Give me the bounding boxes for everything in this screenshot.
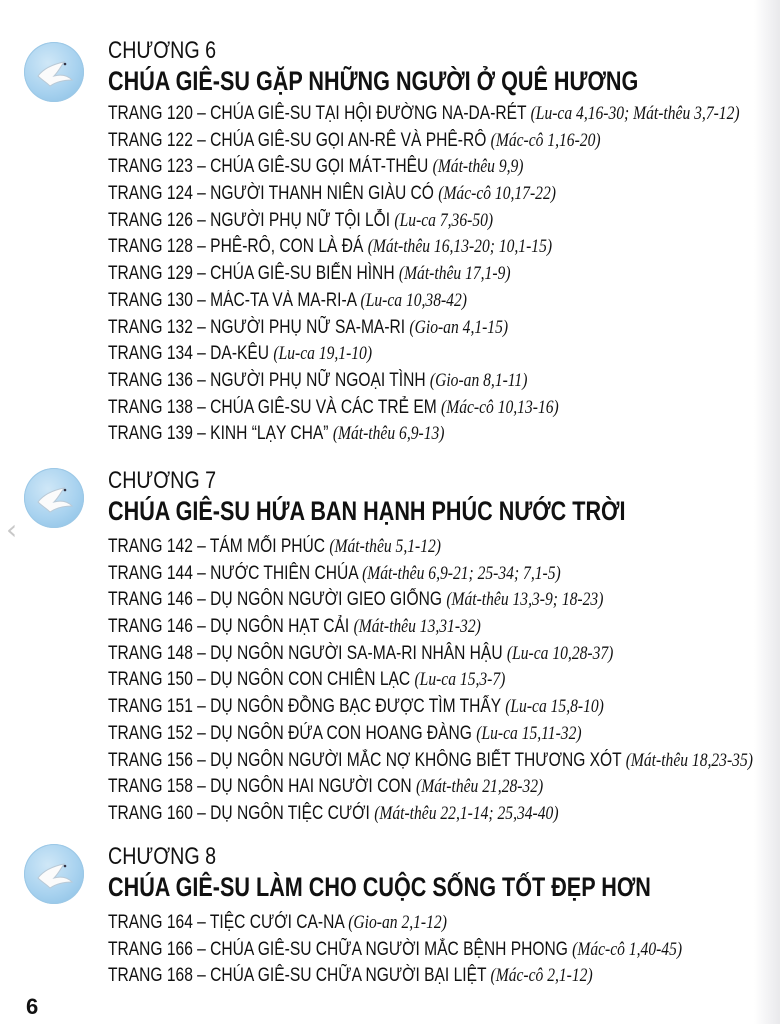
toc-entry[interactable] <box>108 534 753 561</box>
previous-page-icon[interactable]: ‹ <box>6 513 18 546</box>
toc-entry[interactable] <box>108 315 740 342</box>
entry-list <box>108 534 780 828</box>
dove-emblem-icon <box>24 844 84 904</box>
scripture-ref: (Lu-ca 15,8-10) <box>505 696 604 718</box>
entry-text: TRANG 132 – NGƯỜI PHỤ NỮ SA-MA-RI <box>108 316 406 338</box>
scripture-ref: (Mác-cô 10,13-16) <box>441 396 559 418</box>
toc-entry[interactable] <box>108 801 753 828</box>
toc-entry[interactable] <box>108 368 740 395</box>
toc-entry[interactable] <box>108 667 753 694</box>
chapter-title: CHÚA GIÊ-SU LÀM CHO CUỘC SỐNG TỐT ĐẸP HƠN <box>108 872 651 902</box>
entry-text: TRANG 156 – DỤ NGÔN NGƯỜI MẮC NỢ KHÔNG BIẾT THƯƠNG XÓT <box>108 749 622 771</box>
scripture-ref: (Lu-ca 10,28-37) <box>506 642 614 664</box>
entry-text: TRANG 150 – DỤ NGÔN CON CHIÊN LẠC <box>108 669 411 691</box>
page-number: 6 <box>26 994 39 1019</box>
scripture-ref: (Mát-thêu 13,31-32) <box>353 616 481 638</box>
entry-text: TRANG 158 – DỤ NGÔN HAI NGƯỜI CON <box>108 776 412 798</box>
toc-entry[interactable] <box>108 774 753 801</box>
scripture-ref: (Gio-an 2,1-12) <box>348 912 447 933</box>
scripture-ref: (Lu-ca 4,16-30; Mát-thêu 3,7-12) <box>530 103 740 124</box>
toc-entry[interactable] <box>108 341 740 368</box>
toc-entry[interactable] <box>108 963 682 990</box>
toc-entry[interactable] <box>108 748 753 775</box>
scripture-ref: (Mát-thêu 13,3-9; 18-23) <box>446 589 604 611</box>
scripture-ref: (Mác-cô 1,16-20) <box>490 129 601 151</box>
toc-entry[interactable] <box>108 421 740 448</box>
scripture-ref: (Gio-an 8,1-11) <box>429 369 528 391</box>
toc-entry[interactable] <box>108 288 740 315</box>
toc-entry[interactable] <box>108 614 753 641</box>
entry-text: TRANG 148 – DỤ NGÔN NGƯỜI SA-MA-RI NHÂN HẬU <box>108 642 503 664</box>
scripture-ref: (Gio-an 4,1-15) <box>409 316 509 338</box>
toc-entry[interactable] <box>108 641 753 668</box>
toc-entry[interactable] <box>108 721 753 748</box>
entry-text: TRANG 151 – DỤ NGÔN ĐỒNG BẠC ĐƯỢC TÌM THẤY <box>108 696 501 718</box>
scripture-ref: (Mát-thêu 16,13-20; 10,1-15) <box>367 236 553 258</box>
scripture-ref: (Mát-thêu 17,1-9) <box>398 263 511 285</box>
scripture-ref: (Mát-thêu 22,1-14; 25,34-40) <box>374 802 559 824</box>
scripture-ref: (Lu-ca 19,1-10) <box>273 343 373 365</box>
scripture-ref: (Mác-cô 1,40-45) <box>572 938 683 960</box>
entry-text: TRANG 142 – TÁM MỐI PHÚC <box>108 536 326 557</box>
entry-text: TRANG 120 – CHÚA GIÊ-SU TẠI HỘI ĐƯỜNG NA-DA-RÉT <box>108 103 527 124</box>
chapter-number: CHƯƠNG 6 <box>108 37 217 64</box>
toc-entry[interactable] <box>108 154 740 181</box>
scripture-ref: (Lu-ca 7,36-50) <box>394 209 494 231</box>
entry-text: TRANG 168 – CHÚA GIÊ-SU CHỮA NGƯỜI BẠI LIỆT <box>108 965 487 987</box>
chapter-title: CHÚA GIÊ-SU HỨA BAN HẠNH PHÚC NƯỚC TRỜI <box>108 496 626 526</box>
dove-emblem-icon <box>24 468 84 528</box>
chapter-title: CHÚA GIÊ-SU GẶP NHỮNG NGƯỜI Ở QUÊ HƯƠNG <box>108 66 639 96</box>
entry-text: TRANG 152 – DỤ NGÔN ĐỨA CON HOANG ĐÀNG <box>108 722 472 744</box>
toc-entry[interactable] <box>108 128 740 155</box>
scripture-ref: (Mát-thêu 9,9) <box>432 156 524 178</box>
entry-text: TRANG 128 – PHÊ-RÔ, CON LÀ ĐÁ <box>108 236 364 258</box>
entry-text: TRANG 136 – NGƯỜI PHỤ NỮ NGOẠI TÌNH <box>108 369 426 391</box>
entry-text: TRANG 138 – CHÚA GIÊ-SU VÀ CÁC TRẺ EM <box>108 396 437 418</box>
entry-text: TRANG 144 – NƯỚC THIÊN CHÚA <box>108 562 358 584</box>
toc-entry[interactable] <box>108 101 740 128</box>
toc-entry[interactable] <box>108 587 753 614</box>
toc-entry[interactable] <box>108 234 740 261</box>
toc-entry[interactable] <box>108 181 740 208</box>
toc-entry[interactable] <box>108 937 682 964</box>
scripture-ref: (Mát-thêu 5,1-12) <box>329 536 441 557</box>
entry-list <box>108 101 780 448</box>
scripture-ref: (Mác-cô 2,1-12) <box>490 965 593 987</box>
entry-text: TRANG 126 – NGƯỜI PHỤ NỮ TỘI LỖI <box>108 209 391 231</box>
entry-text: TRANG 160 – DỤ NGÔN TIỆC CƯỚI <box>108 802 370 824</box>
toc-entry[interactable] <box>108 395 740 422</box>
entry-text: TRANG 146 – DỤ NGÔN NGƯỜI GIEO GIỐNG <box>108 589 442 611</box>
scripture-ref: (Mác-cô 10,17-22) <box>438 183 556 205</box>
entry-text: TRANG 129 – CHÚA GIÊ-SU BIẾN HÌNH <box>108 263 395 285</box>
scripture-ref: (Mát-thêu 6,9-21; 25-34; 7,1-5) <box>362 562 561 584</box>
scripture-ref: (Mát-thêu 6,9-13) <box>332 423 445 445</box>
dove-emblem-icon <box>24 42 84 102</box>
entry-text: TRANG 124 – NGƯỜI THANH NIÊN GIÀU CÓ <box>108 183 434 205</box>
entry-text: TRANG 134 – DA-KÊU <box>108 343 270 365</box>
entry-text: TRANG 139 – KINH “LẠY CHA” <box>108 423 329 445</box>
entry-text: TRANG 164 – TIỆC CƯỚI CA-NA <box>108 912 344 933</box>
toc-entry[interactable] <box>108 694 753 721</box>
entry-text: TRANG 122 – CHÚA GIÊ-SU GỌI AN-RÊ VÀ PHÊ-RÔ <box>108 129 487 151</box>
toc-entry[interactable] <box>108 561 753 588</box>
toc-entry[interactable] <box>108 261 740 288</box>
entry-text: TRANG 123 – CHÚA GIÊ-SU GỌI MÁT-THÊU <box>108 156 429 178</box>
entry-text: TRANG 146 – DỤ NGÔN HẠT CẢI <box>108 616 350 638</box>
scripture-ref: (Lu-ca 10,38-42) <box>360 289 467 311</box>
scripture-ref: (Lu-ca 15,3-7) <box>414 669 506 691</box>
scripture-ref: (Mát-thêu 21,28-32) <box>416 776 544 798</box>
entry-text: TRANG 166 – CHÚA GIÊ-SU CHỮA NGƯỜI MẮC BỆNH PHONG <box>108 938 568 960</box>
toc-entry[interactable] <box>108 910 682 937</box>
chapter-number: CHƯƠNG 8 <box>108 843 217 870</box>
toc-entry[interactable] <box>108 208 740 235</box>
scripture-ref: (Mát-thêu 18,23-35) <box>625 749 753 771</box>
chapter-number: CHƯƠNG 7 <box>108 467 217 494</box>
scripture-ref: (Lu-ca 15,11-32) <box>476 722 582 744</box>
entry-text: TRANG 130 – MÁC-TA VÀ MA-RI-A <box>108 289 357 311</box>
entry-list <box>108 910 780 990</box>
